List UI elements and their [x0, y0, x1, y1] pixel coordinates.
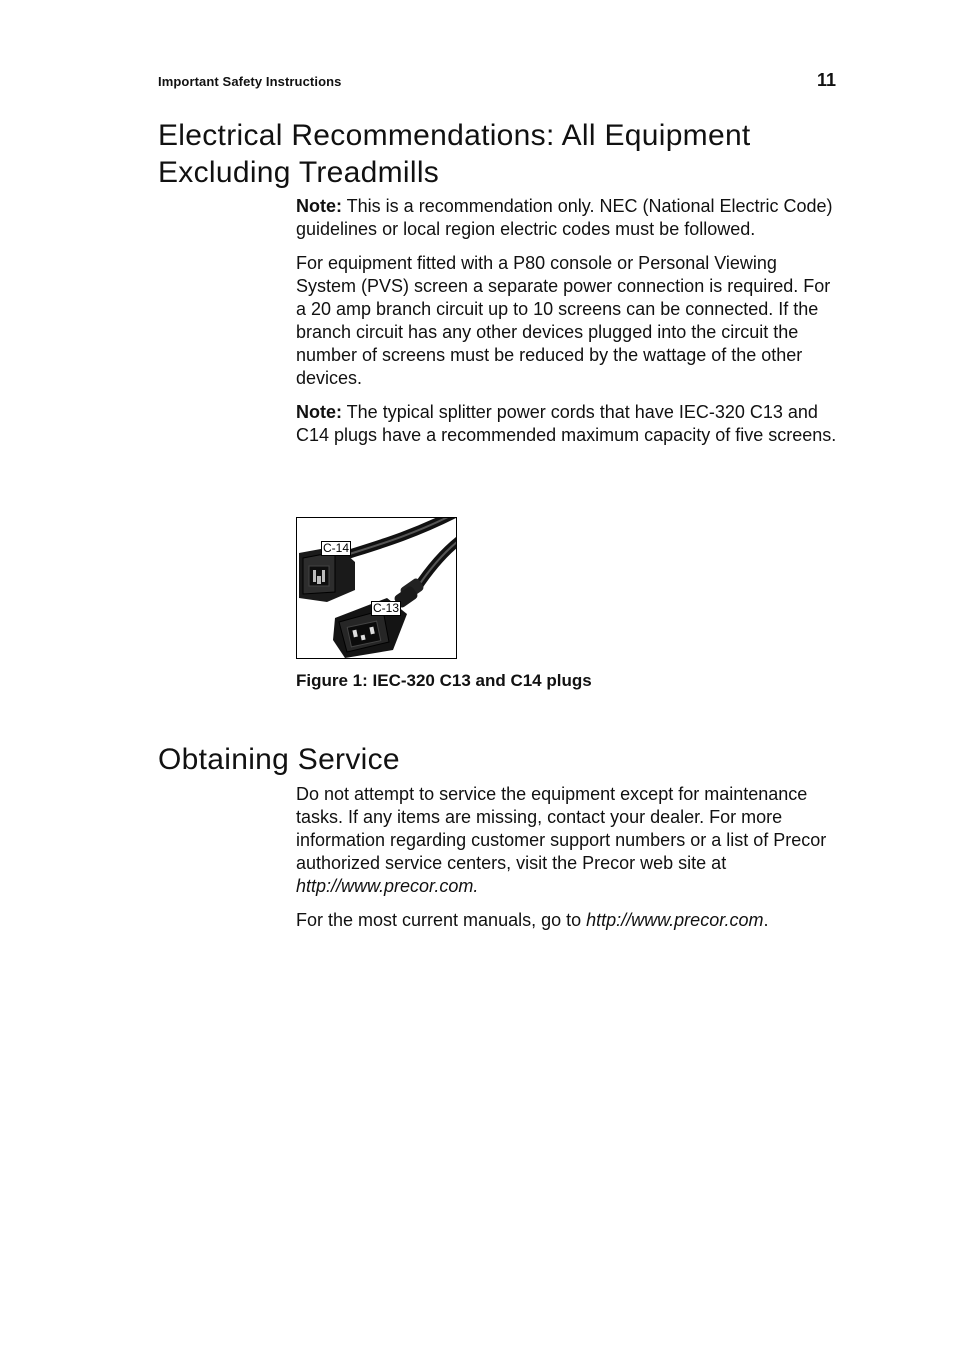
precor-link[interactable]: http://www.precor.com [586, 910, 764, 930]
figure-caption: Figure 1: IEC-320 C13 and C14 plugs [296, 671, 592, 690]
note-paragraph [296, 195, 841, 241]
service-paragraph [296, 783, 841, 898]
manuals-text: For the most current manuals, go to [296, 910, 587, 930]
section-title-service: Obtaining Service [158, 743, 400, 776]
precor-link[interactable]: http://www.precor.com. [296, 876, 479, 896]
plugs-illustration [297, 518, 456, 658]
body-paragraph: For equipment fitted with a P80 console or Personal Viewing System (PVS) screen a separate power connection is required. For a 20 amp branch circuit up to 10 screens can be connected. If the branch circuit has any other devices plugged into the circuit the number of screens must be reduced by the wattage of the other devices. [296, 253, 831, 388]
section-title-electrical: Electrical Recommendations: All Equipment Excluding Treadmills [158, 119, 751, 189]
section-body-electrical [296, 195, 841, 458]
note-label: Note: [296, 402, 342, 422]
note-text: The typical splitter power cords that have IEC-320 C13 and C14 plugs have a recommended maximum capacity of five screens. [296, 402, 837, 445]
note-label: Note: [296, 196, 342, 216]
c14-label: C-14 [323, 541, 350, 555]
manuals-paragraph [296, 909, 841, 932]
page-number: 11 [816, 70, 836, 90]
note-text: This is a recommendation only. NEC (National Electric Code) guidelines or local region electric codes must be followed. [296, 196, 833, 239]
c13-label: C-13 [373, 601, 400, 615]
plugs-figure [296, 517, 457, 659]
note-paragraph [296, 401, 841, 447]
section-body-service [296, 783, 841, 943]
manuals-end: . [763, 910, 769, 930]
running-header: Important Safety Instructions [158, 74, 342, 89]
service-text: Do not attempt to service the equipment except for maintenance tasks. If any items are missing, contact your dealer. For more information regarding customer support numbers or a list of Precor authorized service centers, visit the Precor web site at [296, 784, 827, 873]
